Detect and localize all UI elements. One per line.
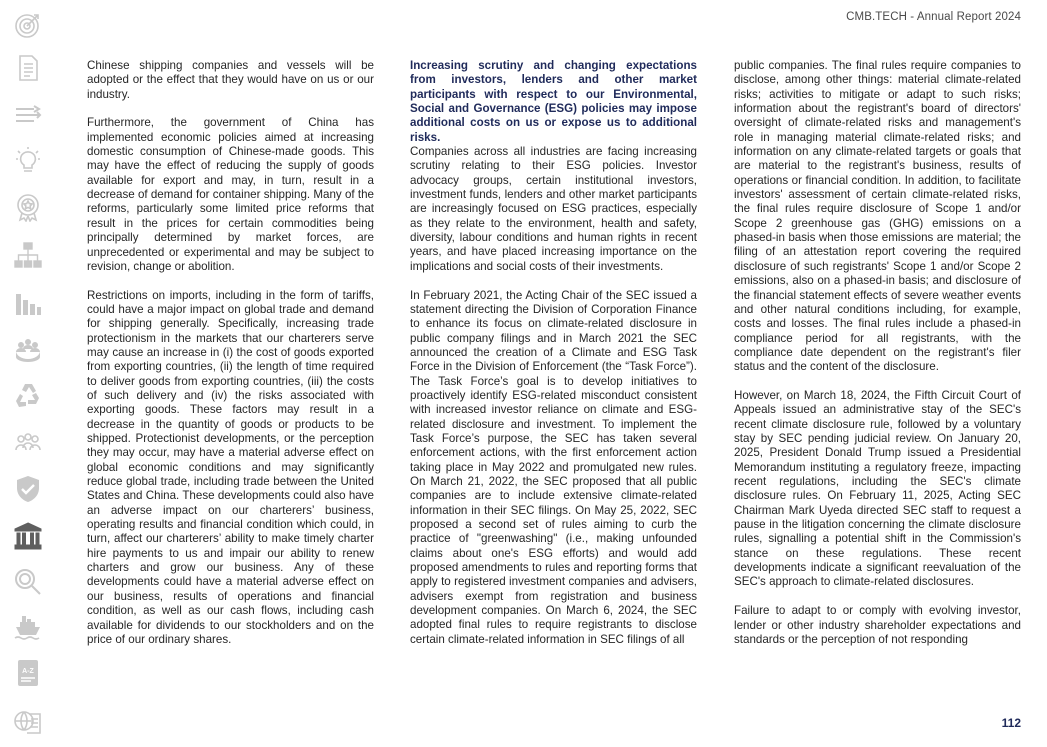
paragraph: In February 2021, the Acting Chair of the SEC issued a statement directing the Division of Corporation Finance to enhance its focus on climate-related disclosure in public company filings and in March 2021 the SEC announced the creation of a Climate and ESG Task Force in the Division of Enforcement (the “Task Force”). The Task Force’s goal is to develop initiatives to proactively identify ESG-related misconduct consistent with increased investor reliance on climate and ESG-related disclosure and investment. To implement the Task Force’s purpose, the SEC has taken several enforcement actions, with the first enforcement action taking place in May 2022 and promulgated new rules. On March 21, 2022, the SEC proposed that all public companies are to include extensive climate-related information in their SEC filings. On May 25, 2022, SEC proposed a second set of rules aiming to curb the practice of "greenwashing" (i.e., making unfounded claims about one's ESG efforts) and would add proposed amendments to rules and reporting forms that apply to registered investment companies and advisers, advisers exempt from registration and business development companies. On March 6, 2024, the SEC adopted final rules to require registrants to disclose certain climate-related information in SEC filings of all bbox=[410, 288, 697, 646]
page-number: 112 bbox=[1001, 716, 1021, 730]
paragraph: Chinese shipping companies and vessels will be adopted or the effect that they would have on us or our industry. bbox=[87, 59, 374, 101]
ship-icon[interactable] bbox=[13, 612, 43, 642]
paragraph: Failure to adapt to or comply with evolving investor, lender or other industry shareholder expectations and standards or the perception of not responding bbox=[734, 604, 1021, 646]
text-column-3 bbox=[734, 59, 1021, 647]
bank-icon[interactable] bbox=[13, 521, 43, 551]
report-header-title: CMB.TECH - Annual Report 2024 bbox=[846, 11, 1021, 23]
people-icon[interactable] bbox=[13, 428, 43, 458]
target-icon[interactable] bbox=[13, 10, 43, 40]
paragraph: Companies across all industries are facing increasing scrutiny relating to their ESG policies. Investor advocacy groups, certain institutional investors, investment funds, lenders and other market participants are increasingly focused on ESG practices, especially as they relate to the environment, health and safety, diversity, labour conditions and human rights in recent years, and have placed increasing importance on the implications and social costs of their investments. bbox=[410, 145, 697, 273]
paragraph: Furthermore, the government of China has implemented economic policies aimed at increasing domestic consumption of Chinese-made goods. This may have the effect of reducing the supply of goods available for export and may, in turn, result in a decrease of demand for container shipping. Many of the reforms, particularly some limited price reforms that result in the prices for certain commodities being principally determined by market forces, are unprecedented or experimental and may be subject to revision, change or abolition. bbox=[87, 116, 374, 273]
org-chart-icon[interactable] bbox=[13, 240, 43, 270]
paragraph: However, on March 18, 2024, the Fifth Circuit Court of Appeals issued an administrative stay of the SEC's recent climate disclosure rule, followed by a voluntary stay by SEC pending judicial review. On January 20, 2025, President Donald Trump issued a Presidential Memorandum instituting a regulatory freeze, impacting recent regulations, including the SEC's climate disclosure rules. On February 11, 2025, Acting SEC Chairman Mark Uyeda directed SEC staff to request a pause in the litigation concerning the climate disclosure rules, signalling a potential shift in the Commission's stance on these regulations. These recent developments indicate a significant reevaluation of the SEC's approach to climate-related disclosures. bbox=[734, 388, 1021, 589]
paragraph: public companies. The final rules require companies to disclose, among other things: material climate-related risks; activities to mitigate or adapt to such risks; information about the registrant's board of directors' oversight of climate-related risks and management's role in managing material climate-related risks; and information on any climate-related targets or goals that are material to the registrant's business, results of operations or financial condition. In addition, to facilitate investors' assessment of certain climate-related risks, the final rules require disclosure of Scope 1 and/or Scope 2 greenhouse gas (GHG) emissions on a phased-in basis when those emissions are material; the filing of an attestation report covering the required disclosure of such registrants' Scope 1 and/or Scope 2 emissions, also on a phased-in basis; and disclosure of the financial statement effects of severe weather events and other natural conditions including, for example, costs and losses. The final rules include a phased-in compliance period for all registrants, with the compliance date dependent on the registrant's filer status and the content of the disclosure. bbox=[734, 59, 1021, 374]
glossary-badge-label: A-Z bbox=[22, 668, 34, 675]
lightbulb-icon[interactable] bbox=[13, 146, 43, 176]
sidebar-nav bbox=[0, 0, 56, 747]
shield-check-icon[interactable] bbox=[13, 474, 43, 504]
section-heading: Increasing scrutiny and changing expectations from investors, lenders and other market participants with respect to our Environmental, Social and Governance (ESG) policies may impose additional costs on us or expose us to additional risks. bbox=[410, 59, 697, 144]
glossary-icon[interactable] bbox=[13, 658, 43, 688]
paragraph: Restrictions on imports, including in the form of tariffs, could have a major impact on global trade and demand for shipping generally. Specifically, increasing trade protectionism in the markets that our charterers serve may cause an increase in (i) the cost of goods exported from exporting countries, (ii) the length of time required to deliver goods from exporting countries, (iii) the costs of such delivery and (iv) the risks associated with exporting goods. These factors may result in a decrease in the quantity of goods or products to be shipped. Protectionist developments, or the perception they may occur, may have a material adverse effect on global economic conditions and may significantly reduce global trade, including trade between the United States and China. These developments could also have an adverse impact on our charterers’ business, operating results and financial condition which could, in turn, affect our charterers’ ability to make timely charter hire payments to us and impair our ability to renew charters and grow our business. Any of these developments could have a material adverse effect on our business, results of operations and financial condition, as well as our cash flows, including cash available for dividends to our stockholders and on the price of our ordinary shares. bbox=[87, 288, 374, 646]
transport-icon[interactable] bbox=[13, 100, 43, 130]
text-column-2 bbox=[410, 59, 697, 647]
award-icon[interactable] bbox=[13, 192, 43, 222]
recycle-icon[interactable] bbox=[13, 381, 43, 411]
search-icon[interactable] bbox=[13, 567, 43, 597]
globe-document-icon[interactable] bbox=[13, 706, 43, 736]
bar-chart-icon[interactable] bbox=[13, 288, 43, 318]
text-column-1 bbox=[87, 59, 374, 647]
team-icon[interactable] bbox=[13, 333, 43, 363]
document-icon[interactable] bbox=[13, 53, 43, 83]
